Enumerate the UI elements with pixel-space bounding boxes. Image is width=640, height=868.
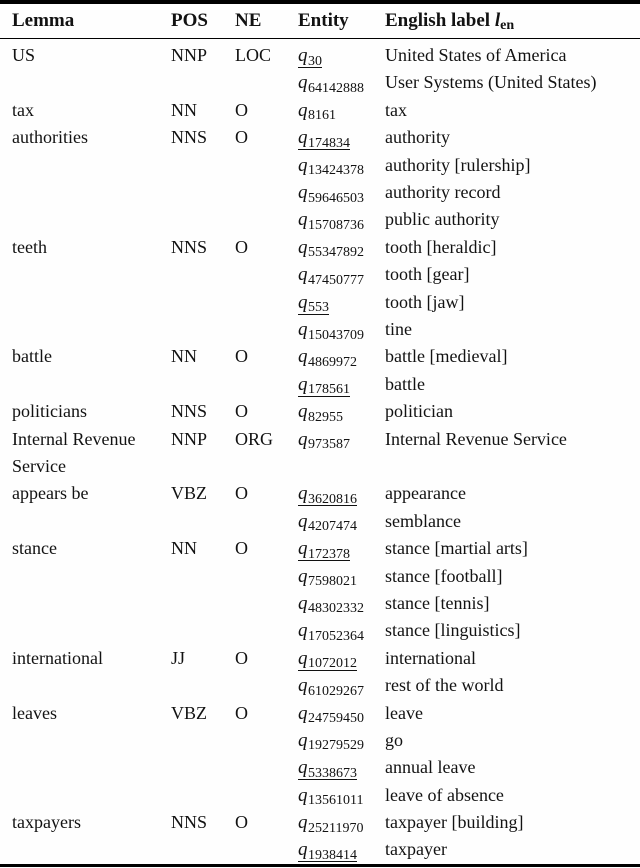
wikidata-entity-id [298, 566, 357, 588]
ne-cell: O [235, 483, 248, 504]
entity-q-symbol: q [298, 812, 308, 834]
entity-number: 19279529 [308, 738, 364, 754]
entity-row [298, 152, 640, 179]
column-header-lemma: Lemma [12, 9, 75, 31]
entity-list [298, 97, 640, 124]
entity-list [298, 343, 640, 398]
entity-number: 82955 [308, 409, 343, 425]
english-label-cell: tooth [gear] [385, 264, 470, 285]
entity-q-symbol: q [298, 182, 308, 204]
lemma-cell: tax [12, 99, 34, 120]
english-label-cell: semblance [385, 510, 461, 531]
wikidata-entity-id [298, 593, 364, 615]
wikidata-entity-id [298, 72, 364, 94]
entity-list [298, 234, 640, 344]
entity-cell [298, 563, 385, 590]
entity-number: 1938414 [308, 847, 357, 863]
lemma-cell: politicians [12, 401, 87, 422]
wikidata-entity-id [298, 620, 364, 642]
entity-q-symbol: q [298, 72, 308, 94]
pos-cell: NN [171, 538, 197, 559]
entity-cell [298, 672, 385, 699]
wikidata-entity-id [298, 155, 364, 177]
lemma-cell: US [12, 45, 36, 66]
entity-cell [298, 343, 385, 370]
entity-row [298, 179, 640, 206]
wikidata-entity-id [298, 292, 329, 315]
entity-number: 64142888 [308, 80, 364, 96]
wikidata-entity-id [298, 374, 350, 397]
entity-cell [298, 206, 385, 233]
entity-q-symbol: q [298, 291, 308, 313]
entity-q-symbol: q [298, 483, 308, 505]
entity-row [298, 124, 640, 151]
entity-number: 5338673 [308, 765, 357, 781]
pos-cell: NNS [171, 236, 208, 257]
wikidata-entity-id [298, 346, 357, 368]
wikidata-entity-id [298, 511, 357, 533]
entity-q-symbol: q [298, 99, 308, 121]
english-label-cell: battle [medieval] [385, 346, 508, 367]
wikidata-entity-id [298, 730, 364, 752]
ne-cell: ORG [235, 428, 274, 449]
entity-q-symbol: q [298, 373, 308, 395]
english-label-cell: taxpayer [385, 839, 447, 860]
lemma-group [0, 42, 640, 97]
column-header-english-label [385, 10, 640, 32]
lemma-cell: teeth [12, 236, 47, 257]
entity-row [298, 836, 640, 863]
entity-cell [298, 152, 385, 179]
wikidata-entity-id [298, 839, 357, 862]
entity-row [298, 754, 640, 781]
pos-cell: NN [171, 99, 197, 120]
entity-list [298, 426, 640, 481]
entity-list [298, 398, 640, 425]
entity-cell [298, 124, 385, 151]
entity-row [298, 316, 640, 343]
entity-row [298, 206, 640, 233]
entity-row [298, 398, 640, 425]
entity-number: 4207474 [308, 519, 357, 535]
english-label-cell: public authority [385, 209, 500, 230]
english-label-cell: tine [385, 319, 412, 340]
pos-cell: JJ [171, 647, 186, 668]
entity-number: 48302332 [308, 601, 364, 617]
pos-cell: NNS [171, 127, 208, 148]
entity-q-symbol: q [298, 702, 308, 724]
entity-cell [298, 398, 385, 425]
entity-number: 61029267 [308, 683, 364, 699]
entity-q-symbol: q [298, 45, 308, 67]
wikidata-entity-id [298, 483, 357, 506]
entity-number: 59646503 [308, 190, 364, 206]
entity-row [298, 234, 640, 261]
pos-cell: VBZ [171, 702, 207, 723]
english-label-cell: go [385, 729, 403, 750]
entity-q-symbol: q [298, 647, 308, 669]
entity-row [298, 343, 640, 370]
entity-row [298, 782, 640, 809]
pos-cell: NNS [171, 401, 208, 422]
entity-number: 7598021 [308, 574, 357, 590]
wikidata-entity-id [298, 401, 343, 423]
entity-number: 8161 [308, 108, 336, 124]
entity-number: 172378 [308, 546, 350, 562]
lemma-group [0, 645, 640, 700]
column-header-ne: NE [235, 9, 262, 31]
entity-q-symbol: q [298, 127, 308, 149]
english-label-cell: stance [football] [385, 565, 503, 586]
english-label-cell: annual leave [385, 757, 476, 778]
entity-cell [298, 69, 385, 96]
entity-number: 13561011 [308, 793, 364, 809]
english-label-cell: stance [tennis] [385, 592, 490, 613]
lemma-group [0, 97, 640, 124]
entity-q-symbol: q [298, 729, 308, 751]
english-label-cell: User Systems (United States) [385, 72, 597, 93]
entity-cell [298, 645, 385, 672]
wikidata-entity-id [298, 209, 364, 231]
entity-row [298, 42, 640, 69]
english-label-cell: appearance [385, 483, 466, 504]
entity-q-symbol: q [298, 264, 308, 286]
entity-q-symbol: q [298, 675, 308, 697]
ne-cell: O [235, 702, 248, 723]
lemma-group [0, 700, 640, 810]
wikidata-entity-id [298, 785, 363, 807]
entity-q-symbol: q [298, 428, 308, 450]
column-header-entity: Entity [298, 9, 349, 31]
entity-cell [298, 754, 385, 781]
entity-list [298, 42, 640, 97]
lemma-cell: leaves [12, 702, 57, 723]
entity-cell [298, 316, 385, 343]
entity-number: 13424378 [308, 163, 364, 179]
english-label-cell: politician [385, 401, 453, 422]
english-label-cell: battle [385, 373, 425, 394]
entity-number: 1072012 [308, 656, 357, 672]
entity-row [298, 508, 640, 535]
entity-number: 178561 [308, 382, 350, 398]
entity-number: 4869972 [308, 354, 357, 370]
ne-cell: LOC [235, 45, 271, 66]
entity-q-symbol: q [298, 565, 308, 587]
entity-row [298, 289, 640, 316]
english-label-cell: international [385, 647, 476, 668]
entity-row [298, 97, 640, 124]
english-label-header-text: English label [385, 9, 491, 31]
english-label-cell: rest of the world [385, 675, 504, 696]
english-label-cell: leave [385, 702, 423, 723]
english-label-cell: tooth [heraldic] [385, 236, 497, 257]
wikidata-entity-id [298, 319, 364, 341]
entity-list [298, 645, 640, 700]
ne-cell: O [235, 99, 248, 120]
entity-cell [298, 289, 385, 316]
entity-q-symbol: q [298, 510, 308, 532]
entity-number: 55347892 [308, 245, 364, 261]
entity-row [298, 69, 640, 96]
entity-list [298, 124, 640, 234]
entity-number: 15043709 [308, 327, 364, 343]
pos-cell: NN [171, 346, 197, 367]
wikidata-entity-id [298, 675, 364, 697]
entity-row [298, 727, 640, 754]
english-label-cell: stance [martial arts] [385, 538, 528, 559]
entity-row [298, 645, 640, 672]
english-label-cell: United States of America [385, 45, 567, 66]
wikidata-entity-id [298, 100, 336, 122]
wikidata-entity-id [298, 45, 322, 68]
ne-cell: O [235, 812, 248, 833]
lemma-cell: international [12, 647, 103, 668]
entity-row [298, 590, 640, 617]
entity-cell [298, 426, 385, 453]
lemma-cell: battle [12, 346, 52, 367]
entity-cell [298, 480, 385, 507]
wikidata-entity-id [298, 429, 350, 451]
entity-cell [298, 234, 385, 261]
english-label-cell: authority [385, 127, 450, 148]
lemma-cell: appears be [12, 483, 89, 504]
entity-q-symbol: q [298, 620, 308, 642]
entity-number: 3620816 [308, 491, 357, 507]
wikidata-entity-id [298, 237, 364, 259]
english-label-cell: stance [linguistics] [385, 620, 521, 641]
entity-number: 174834 [308, 135, 350, 151]
ne-cell: O [235, 647, 248, 668]
entity-list [298, 809, 640, 864]
lemma-group [0, 343, 640, 398]
ne-cell: O [235, 127, 248, 148]
english-label-cell: taxpayer [building] [385, 812, 524, 833]
entity-q-symbol: q [298, 592, 308, 614]
entity-cell [298, 97, 385, 124]
wikidata-entity-id [298, 127, 350, 150]
lemma-cell: authorities [12, 127, 88, 148]
entity-cell [298, 809, 385, 836]
entity-number: 47450777 [308, 272, 364, 288]
entity-q-symbol: q [298, 319, 308, 341]
lemma-cell: taxpayers [12, 812, 81, 833]
entity-cell [298, 535, 385, 562]
english-label-cell: leave of absence [385, 784, 504, 805]
english-label-cell: authority [rulership] [385, 154, 531, 175]
entity-q-symbol: q [298, 209, 308, 231]
entity-cell [298, 261, 385, 288]
lemma-group [0, 426, 640, 481]
entity-row [298, 480, 640, 507]
wikidata-entity-id [298, 757, 357, 780]
entity-row [298, 261, 640, 288]
pos-cell: NNS [171, 812, 208, 833]
entity-list [298, 480, 640, 535]
entity-row [298, 535, 640, 562]
lemma-group [0, 809, 640, 864]
entity-q-symbol: q [298, 346, 308, 368]
table-header-row [0, 4, 640, 38]
ne-cell: O [235, 346, 248, 367]
entity-q-symbol: q [298, 839, 308, 861]
entity-q-symbol: q [298, 757, 308, 779]
entity-list [298, 535, 640, 645]
entity-q-symbol: q [298, 784, 308, 806]
lemma-group [0, 124, 640, 234]
english-label-cell: Internal Revenue Service [385, 428, 567, 449]
ne-cell: O [235, 236, 248, 257]
entity-number: 24759450 [308, 711, 364, 727]
pos-cell: NNP [171, 45, 208, 66]
entity-cell [298, 590, 385, 617]
english-label-cell: tooth [jaw] [385, 291, 465, 312]
lemma-group [0, 234, 640, 344]
entity-cell [298, 371, 385, 398]
entity-q-symbol: q [298, 401, 308, 423]
entity-row [298, 700, 640, 727]
entity-number: 30 [308, 53, 322, 69]
entity-cell [298, 700, 385, 727]
entity-cell [298, 727, 385, 754]
entity-number: 553 [308, 300, 329, 316]
entity-row [298, 617, 640, 644]
entity-q-symbol: q [298, 538, 308, 560]
entity-q-symbol: q [298, 236, 308, 258]
column-header-pos: POS [171, 9, 208, 31]
pos-cell: VBZ [171, 483, 207, 504]
entity-row [298, 563, 640, 590]
lemma-group [0, 480, 640, 535]
entity-q-symbol: q [298, 154, 308, 176]
wikidata-entity-id [298, 812, 363, 834]
entity-row [298, 809, 640, 836]
english-label-cell: authority record [385, 182, 501, 203]
entity-number: 25211970 [308, 820, 364, 836]
entity-row [298, 371, 640, 398]
wikidata-entity-id [298, 264, 364, 286]
entity-cell [298, 617, 385, 644]
english-label-header-symbol: l [494, 9, 501, 31]
entity-number: 15708736 [308, 217, 364, 233]
entity-row [298, 672, 640, 699]
english-label-cell: tax [385, 99, 407, 120]
entity-number: 17052364 [308, 628, 364, 644]
entity-list [298, 700, 640, 810]
lemma-group [0, 398, 640, 425]
english-label-header-subscript: en [500, 17, 515, 33]
entity-cell [298, 508, 385, 535]
table-body [0, 39, 640, 864]
lemma-cell: Internal Revenue Service [12, 428, 136, 476]
entity-number: 973587 [308, 437, 350, 453]
entity-cell [298, 42, 385, 69]
pos-cell: NNP [171, 428, 208, 449]
lemma-cell: stance [12, 538, 57, 559]
entity-cell [298, 782, 385, 809]
lemma-group [0, 535, 640, 645]
table-bottom-rule [0, 864, 640, 868]
wikidata-entity-id [298, 182, 364, 204]
entity-cell [298, 179, 385, 206]
wikidata-entity-id [298, 648, 357, 671]
wikidata-entity-id [298, 703, 364, 725]
ne-cell: O [235, 401, 248, 422]
wikidata-entity-id [298, 538, 350, 561]
entity-cell [298, 836, 385, 863]
ne-cell: O [235, 538, 248, 559]
entity-row [298, 426, 640, 453]
